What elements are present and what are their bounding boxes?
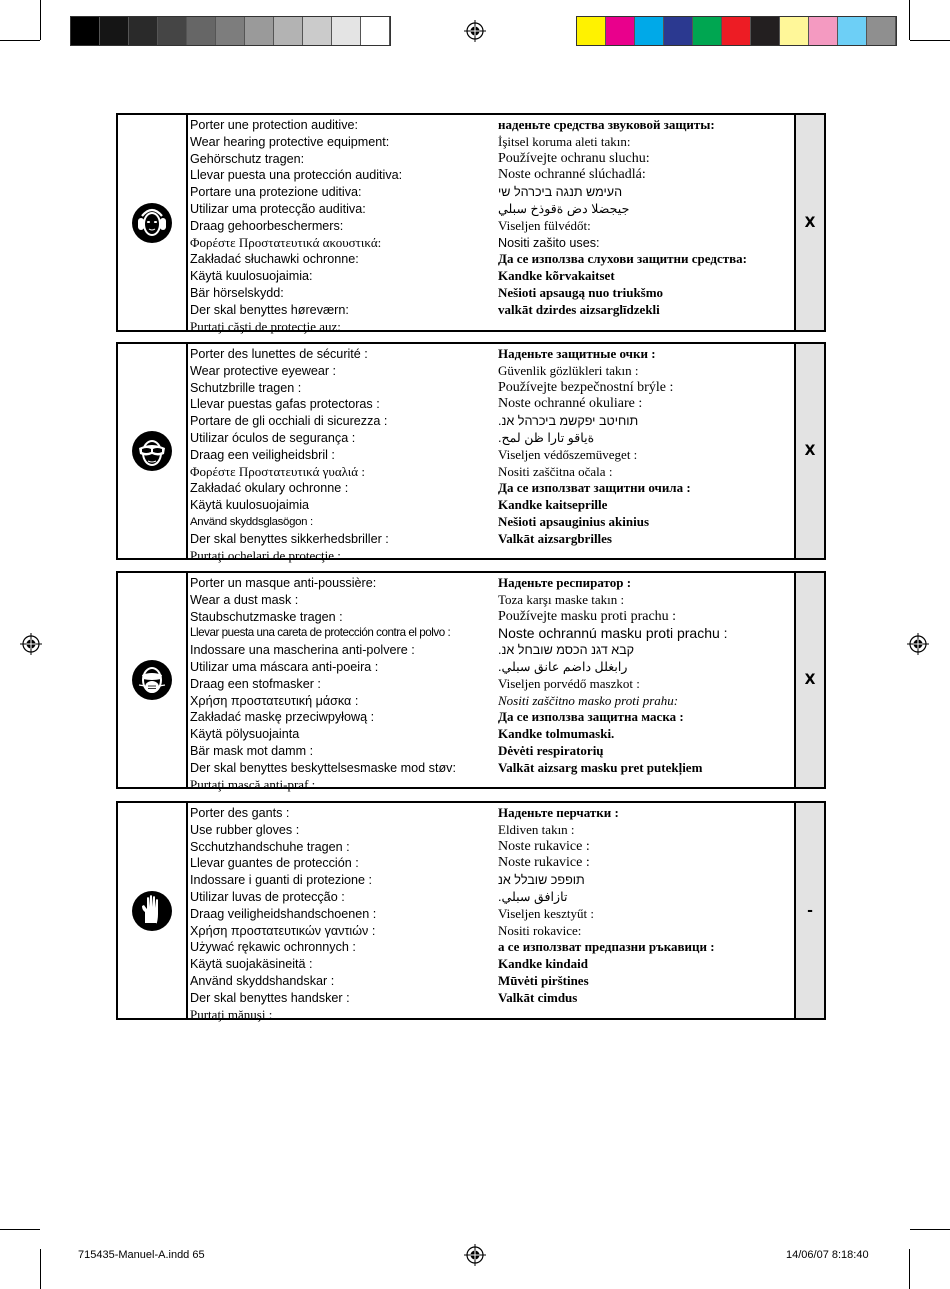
calibration-swatch [577, 17, 606, 45]
instruction-lv: Valkāt cimdus [498, 989, 578, 1005]
instruction-hu: Viseljen porvédő maszkot : [498, 675, 640, 691]
registration-mark-icon [907, 633, 929, 655]
instruction-tr: İşitsel koruma aleti takın: [498, 133, 631, 149]
calibration-swatch [635, 17, 664, 45]
instruction-fr: Porter des gants : [190, 806, 290, 820]
hearing-protection-icon [131, 202, 173, 244]
calibration-swatch [722, 17, 751, 45]
instructions-right-column [498, 805, 798, 1007]
instruction-et: Kandke tolmumaski. [498, 726, 615, 742]
crop-mark [0, 1229, 40, 1230]
instruction-hu: Viseljen kesztyűt : [498, 905, 594, 921]
instruction-pl: Zakładać maskę przeciwpyłową : [190, 710, 375, 725]
instruction-lv: Valkāt aizsarg masku pret putekļiem [498, 759, 703, 775]
crop-mark [40, 0, 41, 40]
instruction-de: Schutzbrille tragen : [190, 380, 302, 395]
safety-section-eyewear [116, 342, 826, 563]
instruction-da: Der skal benyttes høreværn: [190, 302, 349, 317]
icon-cell [118, 344, 188, 558]
instruction-es: Llevar puesta una protección auditiva: [190, 168, 403, 183]
instruction-lt: Mūvėti pirštines [498, 972, 589, 988]
instruction-el: Χρήση προστατευτικών γαντιών : [190, 923, 376, 938]
calibration-swatch [129, 17, 158, 45]
instruction-el: Χρήση προστατευτική μάσκα : [190, 693, 359, 708]
instruction-ru: Наденьте защитные очки : [498, 346, 656, 361]
instruction-he: תוחיטב יפקשמ ביכרהל אנ. [498, 414, 639, 429]
instruction-nl: Draag veiligheidshandschoenen : [190, 906, 377, 921]
applicability-mark: - [807, 902, 813, 919]
instruction-cs: Používejte bezpečnostní brýle : [498, 379, 674, 395]
instruction-tr: Güvenlik gözlükleri takın : [498, 362, 639, 378]
instructions-right-column [498, 575, 798, 777]
instruction-lv: valkāt dzirdes aizsarglīdzekli [498, 301, 660, 317]
instruction-cs: Používejte masku proti prachu : [498, 608, 677, 624]
instruction-de: Scchutzhandschuhe tragen : [190, 839, 350, 854]
calibration-swatch [216, 17, 245, 45]
instruction-sk: Noste ochranné slúchadlá: [498, 167, 646, 183]
instruction-pl: Używać rękawic ochronnych : [190, 940, 356, 955]
instructions-left-column [190, 575, 495, 793]
instruction-he: קבא דגנ הכסמ שובחל אנ. [498, 643, 635, 658]
calibration-swatch [71, 17, 100, 45]
instructions-right-column [498, 346, 798, 548]
instruction-lt: Nešioti apsauginius akinius [498, 513, 650, 529]
calibration-swatch [274, 17, 303, 45]
calibration-swatch [303, 17, 332, 45]
instruction-en: Wear a dust mask : [190, 592, 299, 607]
safety-section-dust-mask [116, 571, 826, 792]
instruction-ro: Purtaţi mască anti-praf : [190, 776, 316, 792]
instruction-sk: Noste ochrannú masku proti prachu : [498, 625, 728, 642]
applicability-mark-cell [794, 344, 824, 558]
instruction-sl: Nositi rokavice: [498, 922, 582, 938]
instruction-he: העימש תנגה ביכרהל שי [498, 185, 623, 200]
instruction-sl: Nositi zaščitna očala : [498, 463, 613, 479]
instruction-hu: Viseljen védőszemüveget : [498, 446, 638, 462]
instruction-sl: Nositi zaščitno masko proti prahu: [498, 692, 679, 708]
instruction-it: Indossare una mascherina anti-polvere : [190, 643, 415, 658]
calibration-swatch [693, 17, 722, 45]
crop-mark [910, 1229, 950, 1230]
instruction-lv: Valkāt aizsargbrilles [498, 530, 612, 546]
instruction-de: Gehörschutz tragen: [190, 151, 305, 166]
instruction-da: Der skal benyttes handsker : [190, 990, 350, 1005]
calibration-swatch [867, 17, 896, 45]
applicability-mark-cell [794, 115, 824, 330]
instruction-bg: а се използват предпазни ръкавици : [498, 939, 715, 955]
instruction-it: Indossare i guanti di protezione : [190, 873, 373, 888]
instruction-sv: Använd skyddshandskar : [190, 973, 335, 988]
instruction-fr: Porter une protection auditive: [190, 118, 359, 132]
instruction-en: Use rubber gloves : [190, 822, 300, 837]
instruction-sl: Nositi zašito uses: [498, 235, 600, 250]
crop-mark [909, 1249, 910, 1289]
instruction-ar: تازافق سبلي. [498, 889, 568, 904]
protective-gloves-icon [131, 890, 173, 932]
instruction-ru: Наденьте респиратор : [498, 575, 632, 590]
instruction-ru: наденьте средства звуковой защиты: [498, 117, 715, 132]
applicability-mark-cell [794, 573, 824, 787]
instruction-pt: Utilizar uma protecção auditiva: [190, 201, 366, 216]
instruction-bg: Да се използва защитна маска : [498, 709, 684, 725]
instruction-sk: Noste ochranné okuliare : [498, 396, 643, 412]
instruction-el: Φορέστε Προστατευτικά ακουστικά: [190, 234, 382, 250]
instruction-ar: ةياقو تارا ظن لمح. [498, 430, 595, 445]
instruction-sv: Bär hörselskydd: [190, 285, 284, 300]
icon-cell [118, 573, 188, 787]
instruction-bg: Да се използва слухови защитни средства: [498, 251, 747, 267]
calibration-swatch [158, 17, 187, 45]
instruction-et: Kandke kaitseprille [498, 497, 608, 513]
instruction-fi: Käytä suojakäsineitä : [190, 957, 313, 972]
calibration-swatch [664, 17, 693, 45]
safety-section-hearing [116, 113, 826, 332]
calibration-swatch [187, 17, 216, 45]
instruction-cs: Používejte ochranu sluchu: [498, 150, 650, 166]
grayscale-calibration-bar [70, 16, 391, 46]
dust-mask-icon [131, 659, 173, 701]
instruction-pl: Zakładać okulary ochronne : [190, 481, 349, 496]
instruction-et: Kandke kõrvakaitset [498, 268, 615, 284]
instruction-nl: Draag een stofmasker : [190, 676, 321, 691]
instruction-nl: Draag een veiligheidsbril : [190, 447, 335, 462]
instructions-left-column [190, 805, 495, 1023]
instruction-ar: جيجضلا دض ةقوذخ سبلي [498, 201, 630, 216]
instruction-ro: Purtaţi mănuşi : [190, 1006, 273, 1022]
instruction-cs: Noste rukavice : [498, 838, 590, 854]
instruction-he: תופפכ שובלל אנ [498, 873, 585, 888]
calibration-swatch [332, 17, 361, 45]
instructions-left-column [190, 346, 495, 564]
instruction-sv: Bär mask mot damm : [190, 743, 314, 758]
instruction-pl: Zakładać słuchawki ochronne: [190, 252, 359, 267]
icon-cell [118, 803, 188, 1018]
instruction-de: Staubschutzmaske tragen : [190, 609, 343, 624]
instruction-fi: Käytä pölysuojainta [190, 727, 300, 742]
instructions-left-column [190, 117, 495, 335]
instruction-es: Llevar puestas gafas protectoras : [190, 397, 380, 412]
instruction-ru: Наденьте перчатки : [498, 805, 619, 820]
instruction-ro: Purtaţi căşti de protecţie auz: [190, 318, 341, 334]
instruction-ro: Purtaţi ochelari de protecţie : [190, 547, 341, 563]
instruction-nl: Draag gehoorbeschermers: [190, 218, 344, 233]
applicability-mark: X [804, 443, 816, 459]
instruction-tr: Toza karşı maske takın : [498, 591, 625, 607]
footer-datetime: 14/06/07 8:18:40 [786, 1249, 869, 1261]
applicability-mark: X [804, 214, 816, 231]
calibration-swatch [809, 17, 838, 45]
instruction-en: Wear protective eyewear : [190, 363, 337, 378]
calibration-swatch [751, 17, 780, 45]
calibration-swatch [245, 17, 274, 45]
instruction-bg: Да се използват защитни очила : [498, 480, 691, 496]
safety-goggles-icon [131, 430, 173, 472]
instruction-fi: Käytä kuulosuojaimia: [190, 269, 313, 284]
instruction-fr: Porter des lunettes de sécurité : [190, 347, 368, 361]
applicability-mark: X [804, 672, 816, 688]
instruction-pt: Utilizar óculos de segurança : [190, 430, 356, 445]
instruction-fr: Porter un masque anti-poussière: [190, 576, 377, 590]
registration-mark-icon [464, 1244, 486, 1266]
crop-mark [40, 1249, 41, 1289]
instruction-da: Der skal benyttes sikkerhedsbriller : [190, 531, 389, 546]
calibration-swatch [100, 17, 129, 45]
registration-mark-icon [464, 20, 486, 42]
instruction-fi: Käytä kuulosuojaimia [190, 498, 310, 513]
applicability-mark-cell [794, 803, 824, 1018]
instruction-it: Portare de gli occhiali di sicurezza : [190, 414, 388, 429]
instruction-el: Φορέστε Προστατευτικά γυαλιά : [190, 463, 365, 479]
instruction-ar: رابغلل داضم عانق سبلي. [498, 659, 628, 674]
instruction-en: Wear hearing protective equipment: [190, 134, 390, 149]
calibration-swatch [780, 17, 809, 45]
calibration-swatch [361, 17, 390, 45]
instruction-pt: Utilizar luvas de protecção : [190, 889, 345, 904]
instruction-es: Llevar puesta una careta de protección contra el polvo : [190, 626, 451, 640]
icon-cell [118, 115, 188, 330]
instruction-sv: Använd skyddsglasögon : [190, 515, 313, 528]
instructions-right-column [498, 117, 798, 319]
calibration-swatch [838, 17, 867, 45]
crop-mark [909, 0, 910, 40]
instruction-et: Kandke kindaid [498, 956, 588, 972]
instruction-sk: Noste rukavice : [498, 855, 590, 871]
color-calibration-bar [576, 16, 897, 46]
instruction-tr: Eldiven takın : [498, 821, 575, 837]
crop-mark [910, 40, 950, 41]
instruction-pt: Utilizar uma máscara anti-poeira : [190, 659, 379, 674]
instruction-lt: Dėvėti respiratorių [498, 742, 604, 758]
footer-file-name: 715435-Manuel-A.indd 65 [78, 1249, 205, 1261]
instruction-da: Der skal benyttes beskyttelsesmaske mod støv: [190, 760, 456, 775]
instruction-lt: Nešioti apsaugą nuo triukšmo [498, 284, 664, 300]
instruction-es: Llevar guantes de protección : [190, 856, 359, 871]
safety-section-gloves [116, 801, 826, 1020]
crop-mark [0, 40, 40, 41]
instruction-it: Portare una protezione uditiva: [190, 185, 362, 200]
instruction-hu: Viseljen fülvédőt: [498, 217, 591, 233]
calibration-swatch [606, 17, 635, 45]
registration-mark-icon [20, 633, 42, 655]
